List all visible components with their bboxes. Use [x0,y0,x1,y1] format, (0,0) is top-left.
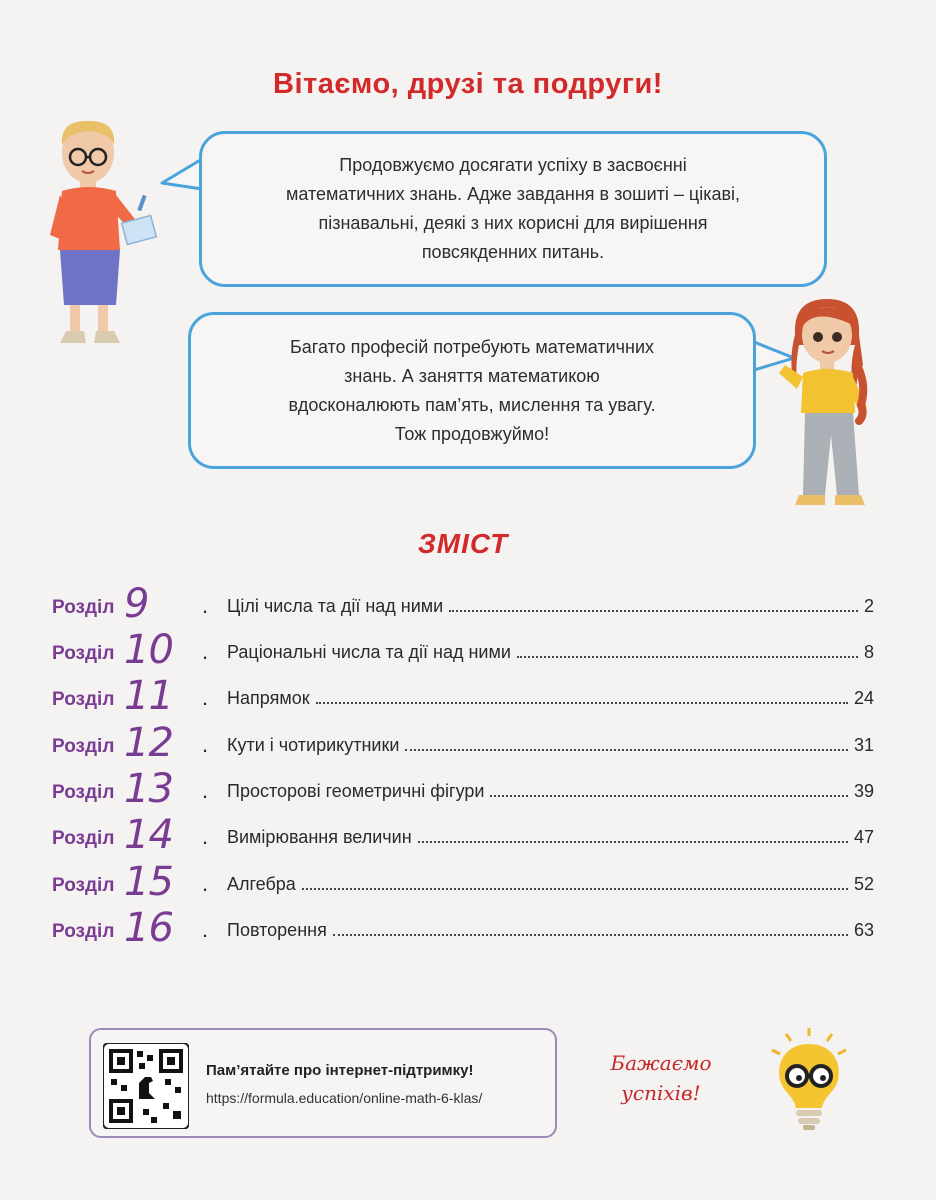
dot-leader [418,840,848,843]
toc-item[interactable] [52,625,874,673]
toc-entry-line [227,642,874,663]
section-number: 9 [124,581,149,627]
section-period: . [202,685,209,710]
bubble-2-line: Тож продовжуймо! [394,423,550,444]
section-word: Розділ [52,921,115,942]
speech-bubble-boy [199,131,827,287]
toc-entry-line [227,874,874,895]
toc-entry-line [227,596,874,617]
toc-entry-line [227,688,874,709]
toc-item[interactable] [52,903,874,951]
section-title: Напрямок [227,688,310,708]
section-word: Розділ [52,828,115,849]
page-number: 2 [863,596,874,616]
section-period: . [202,732,209,757]
section-period: . [202,917,209,942]
bubble-1-line: математичних знань. Адже завдання в зошиті – цікаві, [285,184,741,204]
section-word: Розділ [52,875,115,896]
lightbulb-icon [764,1024,854,1134]
support-url-link[interactable]: https://formula.education/online-math-6-klas/ [206,1090,483,1106]
section-number: 13 [124,766,173,812]
toc-entry-line [227,920,874,941]
section-title: Кути і чотирикутники [227,735,400,755]
section-word: Розділ [52,689,115,710]
page-number: 47 [853,827,874,847]
boy-illustration [40,115,165,355]
section-title: Повторення [227,920,327,940]
speech-bubble-girl [188,312,756,469]
dot-leader [302,887,848,890]
section-number: 12 [124,720,173,766]
support-title: Пам’ятайте про інтернет-підтримку! [206,1062,474,1079]
toc-item[interactable] [52,764,874,812]
section-title: Вимірювання величин [227,827,412,847]
section-word: Розділ [52,597,115,618]
dot-leader [333,933,848,936]
page-number: 24 [853,688,874,708]
toc-entry-line [227,827,874,848]
dot-leader [490,794,848,797]
section-period: . [202,593,209,618]
section-title: Раціональні числа та дії над ними [227,642,511,662]
toc-item[interactable] [52,579,874,627]
dot-leader [405,748,848,751]
dot-leader [449,609,858,612]
internet-support-box [89,1028,557,1138]
section-word: Розділ [52,643,115,664]
section-title: Цілі числа та дії над ними [227,596,444,616]
toc-item[interactable] [52,671,874,719]
contents-title: ЗМІСТ [417,528,509,559]
toc-entry-line [227,735,874,756]
page-number: 31 [853,735,874,755]
section-period: . [202,824,209,849]
section-number: 14 [124,812,173,858]
dot-leader [517,655,858,658]
bubble-1-line: пізнавальні, деякі з них корисні для вирішення [318,213,708,233]
wish-line: Бажаємо [610,1051,712,1075]
toc-entry-line [227,781,874,802]
page-number: 52 [853,874,874,894]
dot-leader [316,701,848,704]
page-number: 63 [853,920,874,940]
bubble-2-line: Багато професій потребують математичних [289,336,655,357]
page-title: Вітаємо, друзі та подруги! [273,68,663,100]
section-word: Розділ [52,736,115,757]
toc-item[interactable] [52,810,874,858]
section-number: 16 [124,905,173,951]
wish-line: успіхів! [621,1081,701,1105]
good-luck-wish [596,1048,726,1108]
page-number: 8 [863,642,874,662]
bubble-1-line: Продовжуємо досягати успіху в засвоєнні [339,155,687,175]
section-number: 10 [124,627,173,673]
bubble-2-line: вдосконалюють пам’ять, мислення та увагу. [288,394,656,415]
section-title: Алгебра [227,874,296,894]
section-number: 11 [124,673,173,719]
bubble-1-line: повсякденних питань. [421,242,605,262]
toc-item[interactable] [52,857,874,905]
section-period: . [202,778,209,803]
girl-illustration [775,295,885,515]
section-word: Розділ [52,782,115,803]
bubble-2-line: знань. А заняття математикою [344,365,600,386]
section-number: 15 [124,859,173,905]
toc-item[interactable] [52,718,874,766]
page-number: 39 [853,781,874,801]
section-period: . [202,871,209,896]
section-period: . [202,639,209,664]
qr-code-icon[interactable] [103,1043,189,1129]
section-title: Просторові геометричні фігури [227,781,485,801]
